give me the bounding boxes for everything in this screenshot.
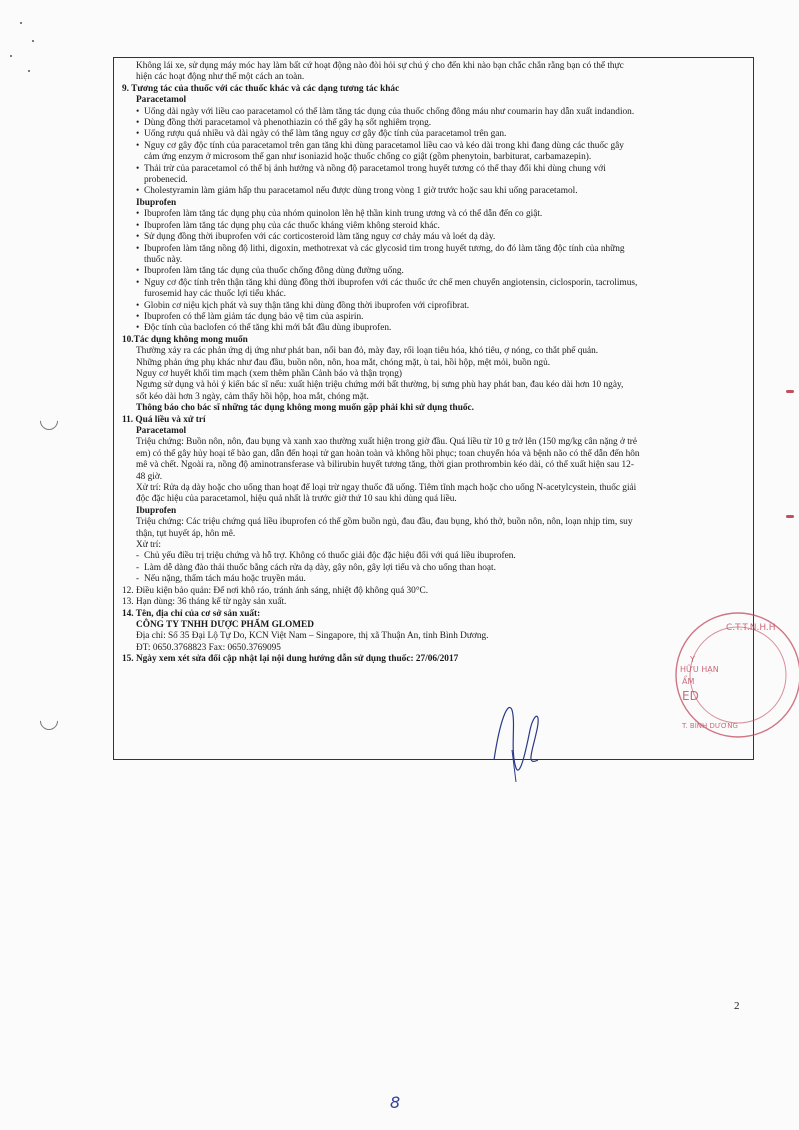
text-line: Xử trí: Rửa dạ dày hoặc cho uống than hoạt để loại trừ ngay thuốc đã uống. Tiêm tĩnh mạch hoặc cho uống N-acetylcystein, thuốc giải — [136, 483, 637, 494]
text-line: 9. Tương tác của thuốc với các thuốc khác và các dạng tương tác khác — [122, 83, 400, 94]
text-line: 14. Tên, địa chỉ của cơ sở sản xuất: — [122, 608, 261, 619]
text-line: • Độc tính của baclofen có thể tăng khi mới bắt đầu dùng ibuprofen. — [122, 323, 747, 334]
text-line: • Ibuprofen có thể làm giảm tác dụng bảo vệ tim của aspirin. — [122, 312, 747, 323]
text-line: Ibuprofen — [136, 197, 177, 208]
text-line: Thông báo cho bác sĩ những tác dụng không mong muốn gặp phải khi sử dụng thuốc. — [136, 403, 474, 414]
text-line: • Nguy cơ gây độc tính của paracetamol trên gan tăng khi dùng paracetamol liều cao và kéo dài trong khi đang dùng các thuốc gây — [122, 141, 747, 152]
page-number: 2 — [734, 1000, 740, 1012]
text-line: 48 giờ. — [136, 471, 163, 482]
text-line: Triệu chứng: Các triệu chứng quá liều ibuprofen có thể gồm buồn ngủ, đau đầu, đau bụng, khó thở, buồn nôn, nôn, loạn nhịp tim, suy — [136, 517, 633, 528]
text-line: cảm ứng enzym ở microsom thể gan như isoniazid hoặc thuốc chống co giật (gồm phenytoin, barbiturat, carbamazepin). — [144, 152, 592, 163]
text-line: Paracetamol — [136, 426, 187, 436]
text-line: Không lái xe, sử dụng máy móc hay làm bất cứ hoạt động nào đòi hỏi sự chú ý cho đến khi nào bạn chắc chắn rằng bạn có thể thực — [136, 61, 624, 71]
text-line: • Globin cơ niệu kịch phát và suy thận tăng khi dùng đồng thời ibuprofen với ciprofibrat. — [122, 301, 747, 312]
text-line: 12. Điều kiện bảo quản: Để nơi khô ráo, tránh ánh sáng, nhiệt độ không quá 30°C. — [122, 585, 429, 596]
svg-text:C.T.T.N.H.H: C.T.T.N.H.H — [726, 623, 776, 633]
text-line: độc đặc hiệu của paracetamol, hiệu quả nhất là trước giờ thứ 10 sau khi dùng quá liều. — [136, 494, 457, 505]
svg-text:T. BÌNH DƯƠNG: T. BÌNH DƯƠNG — [682, 722, 738, 730]
text-line: Ibuprofen — [136, 505, 177, 516]
text-line: - Chủ yếu điều trị triệu chứng và hỗ trợ. Không có thuốc giải độc đặc hiệu đối với quá liều ibuprofen. — [122, 551, 747, 562]
text-line: probenecid. — [144, 175, 188, 186]
text-line: - Nếu nặng, thẩm tách máu hoặc truyền máu. — [122, 574, 747, 585]
text-line: hiện các hoạt động như thế một cách an toàn. — [136, 72, 305, 83]
text-line: Ngưng sử dụng và hỏi ý kiến bác sĩ nếu: xuất hiện triệu chứng mới bất thường, bị sưng phù hay phát ban, đau kéo dài hơn 10 ngày, — [136, 380, 624, 391]
scan-speck — [20, 22, 22, 24]
svg-text:ẨM: ẨM — [682, 677, 695, 686]
text-line: • Sử dụng đồng thời ibuprofen với các corticosteroid làm tăng nguy cơ chảy máu và loét dạ dày. — [122, 232, 747, 243]
text-line: • Ibuprofen làm tăng tác dụng phụ của các thuốc kháng viêm không steroid khác. — [122, 221, 747, 232]
scan-speck — [10, 55, 12, 57]
text-line: em) có thể gây hủy hoại tế bào gan, dẫn đến hoại tử gan hoàn toàn và không hồi phục; toan chuyển hóa và bệnh não có thể dẫn đến hôn — [136, 448, 640, 459]
text-line: 15. Ngày xem xét sửa đổi cập nhật lại nội dung hướng dẫn sử dụng thuốc: 27/06/2017 — [122, 654, 459, 665]
text-line: - Làm dễ dàng đào thải thuốc bằng cách rửa dạ dày, gây nôn, gây lợi tiểu và cho uống than hoạt. — [122, 563, 747, 574]
punch-hole-mark — [36, 408, 61, 433]
text-line: Những phản ứng phụ khác như đau đầu, buồn nôn, nôn, hoa mắt, chóng mặt, ù tai, hồi hộp, mệt mỏi, buồn ngủ. — [136, 357, 551, 368]
text-line: • Ibuprofen làm tăng tác dụng phụ của nhóm quinolon lên hệ thần kinh trung ương và có thể dẫn đến co giật. — [122, 209, 747, 220]
text-line: thuốc này. — [144, 254, 183, 265]
scan-speck — [32, 40, 34, 42]
text-line: • Ibuprofen làm tăng tác dụng của thuốc chống đông dùng đường uống. — [122, 266, 747, 277]
margin-mark — [786, 390, 794, 393]
text-line: furosemid hay các thuốc lợi tiểu khác. — [144, 289, 286, 300]
svg-text:HỮU HẠN: HỮU HẠN — [680, 665, 719, 674]
text-line: Địa chỉ: Số 35 Đại Lộ Tự Do, KCN Việt Nam – Singapore, thị xã Thuận An, tỉnh Bình Dương. — [136, 631, 489, 642]
company-seal — [668, 600, 776, 750]
text-line: Xử trí: — [136, 540, 161, 551]
svg-text:ED: ED — [682, 689, 699, 703]
text-line: Thường xảy ra các phản ứng dị ứng như phát ban, nổi ban đỏ, mày đay, rối loạn tiêu hóa, khó tiêu, ợ nóng, co thắt phế quản. — [136, 346, 599, 357]
svg-text:Y: Y — [690, 655, 695, 664]
text-line: • Cholestyramin làm giảm hấp thu paracetamol nếu được dùng trong vòng 1 giờ trước hoặc sau khi uống paracetamol. — [122, 186, 747, 197]
text-line: • Uống rượu quá nhiều và dài ngày có thể làm tăng nguy cơ gây độc tính của paracetamol trên gan. — [122, 129, 747, 140]
text-line: • Uống dài ngày với liều cao paracetamol có thể làm tăng tác dụng của thuốc chống đông máu như coumarin hay dẫn xuất indandion. — [122, 107, 747, 118]
handwritten-page-number: 8 — [390, 1093, 401, 1112]
document-body — [113, 57, 754, 760]
text-line: • Dùng đồng thời paracetamol và phenothiazin có thể gây hạ sốt nghiêm trọng. — [122, 118, 747, 129]
text-line: CÔNG TY TNHH DƯỢC PHẨM GLOMED — [136, 619, 314, 630]
text-line: Paracetamol — [136, 95, 187, 106]
text-line: 10.Tác dụng không mong muốn — [122, 334, 248, 345]
text-line: • Ibuprofen làm tăng nồng độ lithi, digoxin, methotrexat và các glycosid tim trong huyết tương, do đó làm tăng độc tính của những — [122, 244, 747, 255]
margin-mark — [786, 515, 794, 518]
scan-speck — [28, 70, 30, 72]
punch-hole-mark — [36, 708, 61, 733]
text-line: sốt kéo dài hơn 3 ngày, cảm thấy hồi hộp, hoa mắt, chóng mặt. — [136, 391, 369, 402]
text-line: 13. Hạn dùng: 36 tháng kể từ ngày sản xuất. — [122, 597, 287, 608]
text-line: 11. Quá liều và xử trí — [122, 414, 206, 425]
text-line: Triệu chứng: Buồn nôn, nôn, đau bụng và xanh xao thường xuất hiện trong giờ đầu. Quá liều từ 10 g trở lên (150 mg/kg cân nặng ở trẻ — [136, 437, 638, 448]
text-line: Nguy cơ huyết khối tim mạch (xem thêm phần Cảnh báo và thận trọng) — [136, 368, 402, 379]
text-line: mê và chết. Ngoài ra, nồng độ aminotransferase và bilirubin huyết tương tăng, thời gian prothrombin kéo dài, có thể xuất hiện sau 12- — [136, 460, 634, 471]
text-line: • Thải trừ của paracetamol có thể bị ảnh hưởng và nồng độ paracetamol trong huyết tương có thể thay đổi khi dùng chung với — [122, 164, 747, 175]
text-line: • Nguy cơ độc tính trên thận tăng khi dùng đồng thời ibuprofen với các thuốc ức chế men chuyển angiotensin, ciclosporin, tacrolimus, — [122, 278, 747, 289]
text-line: ĐT: 0650.3768823 Fax: 0650.3769095 — [136, 642, 281, 653]
handwritten-signature — [486, 690, 566, 785]
text-line: thận, tụt huyết áp, hôn mê. — [136, 528, 236, 539]
